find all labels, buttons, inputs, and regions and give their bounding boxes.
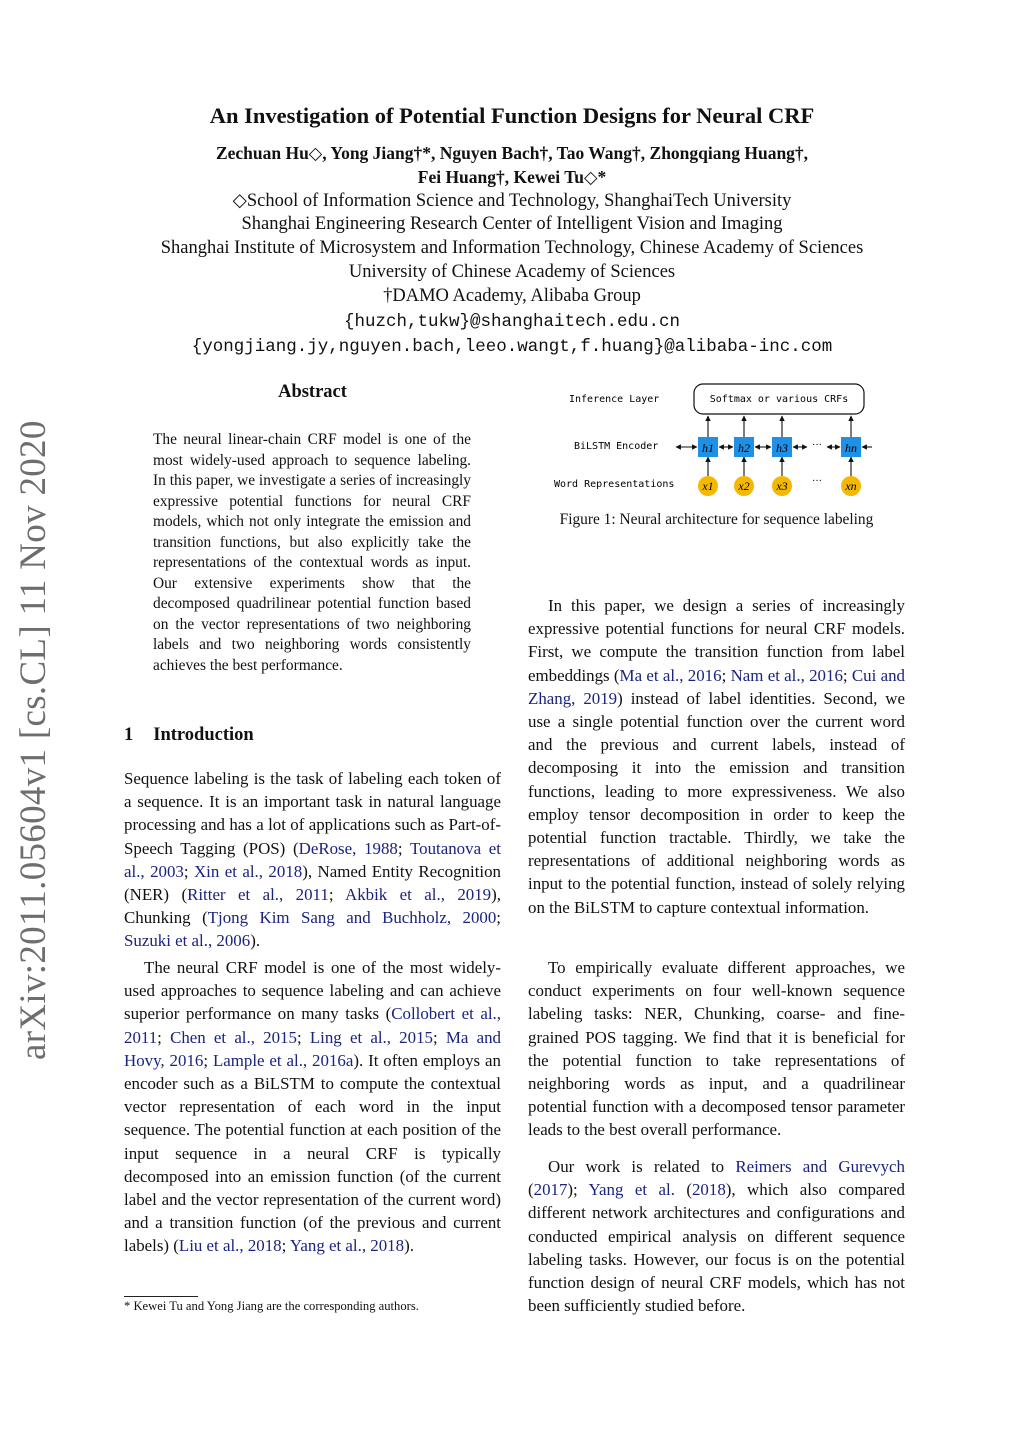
- h-node-3: [772, 437, 792, 457]
- x-node-3-label: x3: [776, 479, 788, 493]
- x-node-1: [698, 476, 718, 496]
- x-node-3: [772, 476, 792, 496]
- citation-link[interactable]: Chen et al., 2015: [170, 1027, 297, 1047]
- paragraph-text: ;: [842, 665, 852, 685]
- citation-link[interactable]: Ritter et al., 2011: [187, 885, 329, 905]
- paragraph-text: ).: [250, 931, 261, 951]
- paragraph-text: (: [528, 1180, 534, 1200]
- h-node-n: [841, 437, 861, 457]
- inference-box-label: Softmax or various CRFs: [709, 394, 849, 405]
- paragraph-text: ;: [328, 885, 346, 905]
- h-node-2-label: h2: [738, 441, 750, 455]
- citation-link[interactable]: Ma and Hovy, 2016: [124, 1027, 501, 1070]
- footnote: * Kewei Tu and Yong Jiang are the corresponding authors.: [124, 1299, 419, 1313]
- paragraph-text: Sequence labeling is the task of labeling each token of a sequence. It is an important task in natural language processing and has a lot of applications such as Part-of-Speech Tagging (POS) (: [124, 769, 501, 858]
- label-inference-layer: Inference Layer: [569, 394, 660, 405]
- paper-title: An Investigation of Potential Function Designs for Neural CRF: [209, 103, 815, 128]
- citation-link[interactable]: Collobert et al., 2011: [124, 1004, 501, 1047]
- paragraph-text: ;: [203, 1050, 213, 1070]
- abstract-text: The neural linear-chain CRF model is one of the most widely-used approach to sequence labeling. In this paper, we investigate a series of increasingly expressive potential functions for neural CRF models, which not only integrate the emission and transition functions, but also explicitly take the representations of the contextual words as input. Our extensive experiments show that the decomposed quadrilinear potential function based on the vector representations of two neighboring labels and two neighboring words consistently achieves the best performance.: [153, 431, 471, 674]
- paragraph-text: To empirically evaluate different approaches, we conduct experiments on four well-known sequence labeling tasks: NER, Chunking, coarse- and fine-grained POS tagging. We find that it is beneficial for the potential function to take representations of neighboring words as input, and a quadrilinear potential function with a decomposed tensor parameter leads to the best overall performance.: [528, 958, 905, 1140]
- figure-architecture: [552, 380, 872, 500]
- paragraph-text: ;: [397, 838, 411, 858]
- email-line-2: {yongjiang.jy,nguyen.bach,leeo.wangt,f.huang}@alibaba-inc.com: [191, 337, 833, 357]
- citation-link[interactable]: Suzuki et al., 2006: [124, 931, 251, 951]
- figure-caption: Figure 1: Neural architecture for sequence labeling: [559, 511, 874, 528]
- citation-link[interactable]: Ma et al., 2016: [619, 665, 722, 685]
- citation-link[interactable]: Xin et al., 2018: [193, 861, 303, 881]
- citation-link[interactable]: Toutanova et al., 2003: [124, 838, 501, 881]
- affiliation-4: University of Chinese Academy of Sciences: [348, 262, 676, 282]
- paragraph-text: ), which also compared different network architectures and configurations and conducted empirical analysis on different sequence labeling tasks. However, our focus is on the potential function design of neural CRF models, which has not been sufficiently studied before.: [528, 1180, 905, 1316]
- section-number: 1: [124, 725, 134, 745]
- paragraph-text: );: [567, 1180, 589, 1200]
- affiliation-1: ◇School of Information Science and Technology, ShanghaiTech University: [232, 191, 792, 211]
- intro-paragraph-4: [528, 956, 905, 1142]
- citation-link[interactable]: Liu et al., 2018: [178, 1236, 282, 1256]
- citation-link[interactable]: Reimers and Gurevych: [735, 1157, 905, 1176]
- section-title: Introduction: [153, 725, 254, 745]
- paragraph-text: ;: [496, 908, 501, 928]
- paragraph-text: ;: [183, 861, 194, 881]
- x-node-2: [734, 476, 754, 496]
- paragraph-text: (: [674, 1180, 692, 1200]
- paragraph-text: The neural CRF model is one of the most widely-used approaches to sequence labeling and can achieve superior performance on many tasks (: [124, 958, 501, 1024]
- arxiv-stamp: arXiv:2011.05604v1 [cs.CL] 11 Nov 2020: [13, 420, 54, 1060]
- x-node-2-label: x2: [738, 479, 750, 493]
- citation-link[interactable]: Akbik et al., 2019: [345, 885, 492, 905]
- affiliation-2: Shanghai Engineering Research Center of Intelligent Vision and Imaging: [241, 214, 783, 234]
- paragraph-text: ;: [281, 1236, 290, 1256]
- paragraph-text: In this paper, we design a series of increasingly expressive potential functions for neural CRF models. First, we compute the transition function from label embeddings (: [528, 596, 905, 685]
- paragraph-text: Our work is related to: [548, 1157, 736, 1176]
- citation-link[interactable]: 2017: [533, 1180, 568, 1200]
- intro-paragraph-1: [124, 767, 501, 953]
- label-word-representations: Word Representations: [554, 479, 675, 490]
- author-list-line-2: Fei Huang†, Kewei Tu◇*: [417, 167, 607, 187]
- footnote-rule: [124, 1296, 198, 1297]
- paragraph-text: ).: [404, 1236, 414, 1256]
- label-bilstm-encoder: BiLSTM Encoder: [574, 441, 659, 452]
- section-heading: [124, 725, 254, 746]
- citation-link[interactable]: Yang et al., 2018: [289, 1236, 405, 1256]
- paragraph-text: ;: [721, 665, 731, 685]
- citation-link[interactable]: Nam et al., 2016: [730, 665, 843, 685]
- intro-paragraph-3: [528, 594, 905, 919]
- paragraph-text: ) instead of label identities. Second, we use a single potential function over the current word and the previous and current labels, instead of decomposing it into the emission and transition functions, leading to more expressiveness. We also employ tensor decomposition in order to keep the potential function tractable. Thirdly, we take the representations of additional neighboring words as input to the potential function, instead of solely relying on the BiLSTM to capture contextual information.: [528, 688, 905, 917]
- x-ellipsis: ···: [812, 476, 822, 487]
- abstract-heading: Abstract: [278, 382, 347, 402]
- h-node-1-label: h1: [702, 441, 714, 455]
- citation-link[interactable]: Tjong Kim Sang and Buchholz, 2000: [207, 908, 497, 928]
- affiliation-3: Shanghai Institute of Microsystem and Information Technology, Chinese Academy of Sciences: [160, 238, 864, 258]
- citation-link[interactable]: Ling et al., 2015: [309, 1027, 433, 1047]
- paragraph-text: ;: [432, 1027, 446, 1047]
- affiliation-5: †DAMO Academy, Alibaba Group: [383, 286, 641, 306]
- citation-link[interactable]: Lample et al., 2016a: [212, 1050, 354, 1070]
- author-list-line-1: Zechuan Hu◇, Yong Jiang†*, Nguyen Bach†, Tao Wang†, Zhongqiang Huang†,: [215, 143, 809, 163]
- x-node-1-label: x1: [702, 479, 714, 493]
- paragraph-text: ), Chunking (: [124, 885, 501, 928]
- h-node-n-label: hn: [845, 441, 857, 455]
- citation-link[interactable]: Cui and Zhang, 2019: [528, 665, 905, 708]
- paragraph-text: ;: [157, 1027, 171, 1047]
- paragraph-text: ). It often employs an encoder such as a BiLSTM to compute the contextual vector representation of each word in the input sequence. The potential function at each position of the input sequence in a neural CRF is typically decomposed into an emission function (of the current label and the vector representation of the current word) and a transition function (of the previous and current labels) (: [124, 1050, 501, 1256]
- h-node-1: [698, 437, 718, 457]
- citation-link[interactable]: Yang et al.: [588, 1180, 675, 1200]
- citation-link[interactable]: 2018: [691, 1180, 726, 1200]
- x-node-n-label: xn: [845, 479, 857, 493]
- h-node-3-label: h3: [776, 441, 788, 455]
- h-ellipsis: ···: [812, 440, 822, 451]
- citation-link[interactable]: DeRose, 1988: [298, 838, 398, 858]
- intro-paragraph-5: [528, 1155, 905, 1317]
- paragraph-text: ), Named Entity Recognition (NER) (: [124, 861, 501, 905]
- intro-paragraph-2: [124, 956, 501, 1258]
- paragraph-text: ;: [296, 1027, 310, 1047]
- h-node-2: [734, 437, 754, 457]
- email-line-1: {huzch,tukw}@shanghaitech.edu.cn: [343, 312, 681, 332]
- x-node-n: [841, 476, 861, 496]
